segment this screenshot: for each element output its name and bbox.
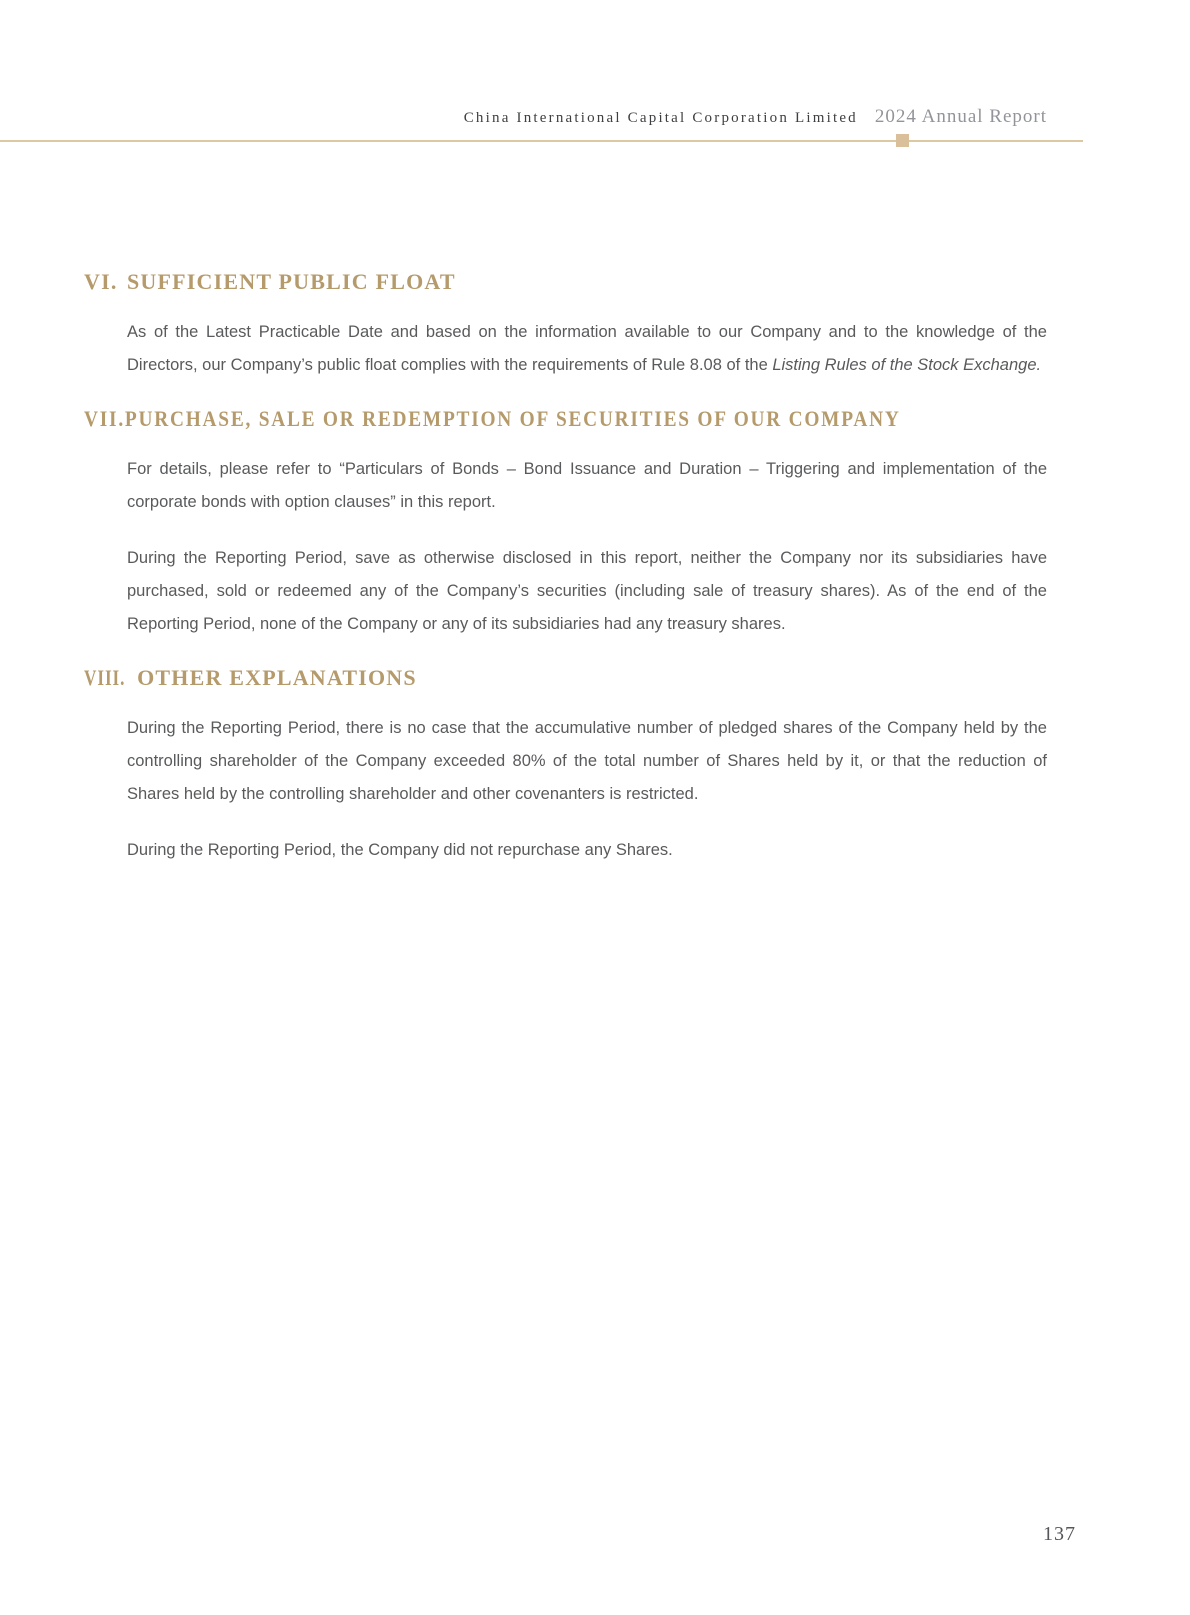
page-content xyxy=(84,268,1047,890)
header-square-ornament xyxy=(896,134,909,147)
section-title: SUFFICIENT PUBLIC FLOAT xyxy=(127,269,456,294)
paragraph xyxy=(127,316,1047,382)
paragraph: During the Reporting Period, save as otherwise disclosed in this report, neither the Company nor its subsidiaries have purchased, sold or redeemed any of the Company’s securities (including sale of treasury shares). As of the end of the Reporting Period, none of the Company or any of its subsidiaries had any treasury shares. xyxy=(127,549,1047,633)
section-number: VIII. xyxy=(84,665,126,690)
section-number: VI. xyxy=(84,269,118,294)
paragraph: During the Reporting Period, there is no case that the accumulative number of pledged shares of the Company held by the controlling shareholder of the Company exceeded 80% of the total number of Shares held by it, or that the reduction of Shares held by the controlling shareholder and other covenanters is restricted. xyxy=(127,719,1047,803)
section-number: VII. xyxy=(84,406,125,431)
section-heading xyxy=(84,268,1047,296)
page-header xyxy=(464,106,1047,128)
header-rule xyxy=(0,140,1083,142)
paragraph: For details, please refer to “Particulars of Bonds – Bond Issuance and Duration – Triggering and implementation of the corporate bonds with option clauses” in this report. xyxy=(127,460,1047,511)
section-heading xyxy=(84,405,1047,433)
section-purchase-sale-redemption xyxy=(84,405,1047,641)
section-sufficient-public-float xyxy=(84,268,1047,382)
report-title: 2024 Annual Report xyxy=(874,106,1047,127)
paragraph-italic-text: Listing Rules of the Stock Exchange. xyxy=(772,356,1042,374)
section-title: OTHER EXPLANATIONS xyxy=(137,665,417,690)
section-title: PURCHASE, SALE OR REDEMPTION OF SECURITIES OF OUR COMPANY xyxy=(124,406,901,431)
section-other-explanations xyxy=(84,664,1047,867)
section-heading xyxy=(84,664,1047,692)
company-name: China International Capital Corporation Limited xyxy=(463,110,858,126)
page-number: 137 xyxy=(1043,1523,1076,1545)
paragraph-text: As of the Latest Practicable Date and based on the information available to our Company and to the knowledge of the Directors, our Company’s public float complies with the requirements of Rule 8.08 of the xyxy=(127,323,1047,374)
paragraph: During the Reporting Period, the Company did not repurchase any Shares. xyxy=(127,841,673,859)
section-heading-condensed xyxy=(84,405,901,433)
